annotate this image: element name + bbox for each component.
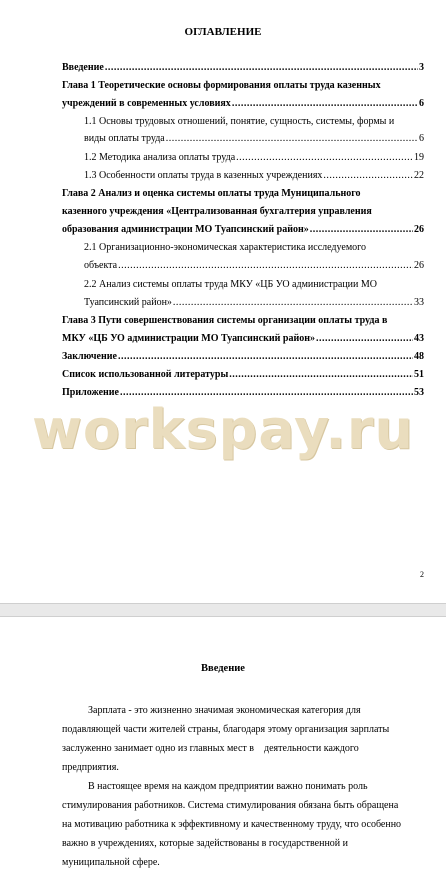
toc-entry-2-1-line1[interactable]: 2.1 Организационно-экономическая характеристика исследуемого — [84, 242, 367, 253]
toc-entry-conclusion[interactable]: Заключение ..... 48 — [62, 351, 424, 363]
toc-entry-2-1[interactable]: объекта ..... 26 — [84, 260, 424, 272]
toc-entry-1-3[interactable]: 1.3 Особенности оплаты труда в казенных учреждениях ..... 22 — [84, 170, 424, 182]
paragraph-1-line-3: заслуженно занимает одно из главных мест в деятельности каждого — [62, 743, 359, 754]
toc-entry-chapter3[interactable]: МКУ «ЦБ УО администрации МО Туапсинский район» ..... 43 — [62, 333, 424, 345]
toc-entry-chapter1-line1[interactable]: Глава 1 Теоретические основы формирования оплаты труда казенных — [62, 80, 381, 91]
page-separator — [0, 603, 446, 617]
toc-entry-1-1-line1[interactable]: 1.1 Основы трудовых отношений, понятие, сущность, системы, формы и — [84, 116, 395, 127]
paragraph-1-line-1: Зарплата - это жизненно значимая экономическая категория для — [88, 705, 361, 716]
paragraph-2-line-2: стимулирования работников. Система стимулирования обязана быть обращена — [62, 800, 399, 811]
paragraph-2-line-4: важно в учреждениях, которые задействованы в государственной и — [62, 838, 349, 849]
watermark: workspay.ru — [32, 398, 414, 461]
toc-entry-chapter2[interactable]: образования администрации МО Туапсинский район» ..... 26 — [62, 224, 424, 236]
paragraph-1-line-2: подавляющей части жителей страны, благодаря этому организация зарплаты — [62, 724, 390, 735]
page-number: 2 — [420, 570, 424, 579]
toc-entry-chapter2-line1[interactable]: Глава 2 Анализ и оценка системы оплаты труда Муниципального — [62, 188, 361, 199]
document-page-2 — [0, 617, 446, 868]
paragraph-2-line-1: В настоящее время на каждом предприятии важно понимать роль — [88, 781, 368, 792]
toc-entry-chapter2-line2[interactable]: казенного учреждения «Централизованная бухгалтерия управления — [62, 206, 372, 217]
paragraph-1 — [62, 701, 424, 872]
paragraph-1-line-4: предприятия. — [62, 762, 119, 773]
toc-entry-chapter3-line1[interactable]: Глава 3 Пути совершенствования системы организации оплаты труда в — [62, 315, 388, 326]
toc-entry-chapter1[interactable]: учреждений в современных условиях ..... 6 — [62, 98, 424, 110]
toc-entry-2-2[interactable]: Туапсинский район» ..... 33 — [84, 297, 424, 309]
toc-title: ОГЛАВЛЕНИЕ — [184, 26, 262, 38]
toc-entry-intro[interactable]: Введение ..... 3 — [62, 62, 424, 74]
toc-entry-literature[interactable]: Список использованной литературы ..... 51 — [62, 369, 424, 381]
paragraph-2-line-3: на мотивацию работника к эффективному и качественному труду, что особенно — [62, 819, 402, 830]
toc-entry-appendix[interactable]: Приложение ..... 53 — [62, 387, 424, 399]
paragraph-2-line-5: муниципальной сфере. — [62, 857, 160, 868]
toc-entry-1-1[interactable]: виды оплаты труда ..... 6 — [84, 133, 424, 145]
toc-entry-1-2[interactable]: 1.2 Методика анализа оплаты труда ..... 19 — [84, 152, 424, 164]
toc-entry-2-2-line1[interactable]: 2.2 Анализ системы оплаты труда МКУ «ЦБ УО администрации МО — [84, 279, 377, 290]
section-title: Введение — [201, 663, 245, 674]
